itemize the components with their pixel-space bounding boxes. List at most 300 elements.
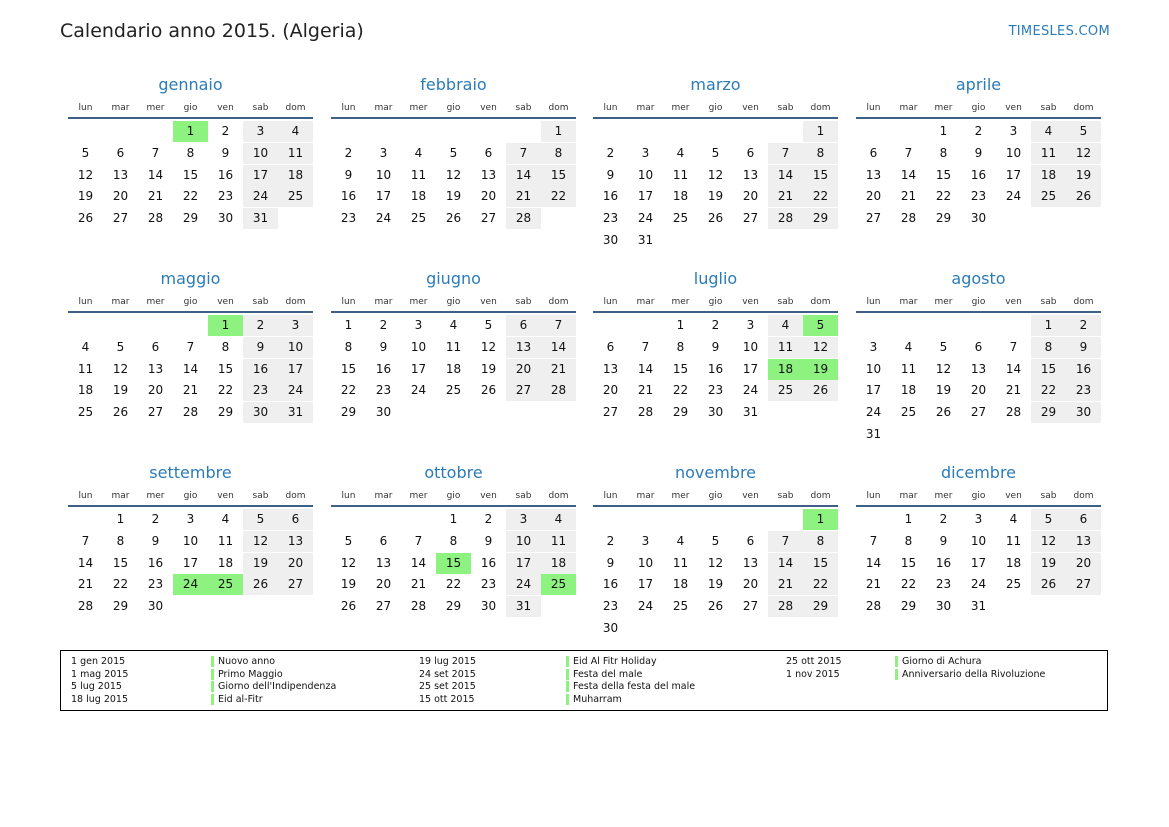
day-cell: 20 xyxy=(1066,553,1101,574)
legend-holiday-name: Eid al-Fitr xyxy=(211,694,263,705)
day-cell: 14 xyxy=(900,167,917,182)
brand-link[interactable]: TIMESLES.COM xyxy=(1008,24,1110,39)
day-cell: 20 xyxy=(278,553,313,574)
day-cell: 7 xyxy=(641,339,650,354)
day-cell: 4 xyxy=(676,145,685,160)
day-cell: 28 xyxy=(147,211,164,226)
day-cell: 20 xyxy=(506,359,541,380)
legend-dates-col-2 xyxy=(419,656,476,707)
month-name: dicembre xyxy=(940,463,1017,482)
day-cell: 16 xyxy=(707,361,724,376)
day-cell: 13 xyxy=(147,361,164,376)
day-cell: 9 xyxy=(243,337,278,358)
day-cell: 6 xyxy=(506,315,541,336)
day-cell: 17 xyxy=(637,189,654,204)
day-cell: 2 xyxy=(606,533,615,548)
day-cell: 4 xyxy=(221,512,230,526)
day-cell: 27 xyxy=(480,211,497,226)
day-cell: 12 xyxy=(707,167,724,182)
weekday-header: lun xyxy=(603,103,618,113)
month-name: ottobre xyxy=(424,463,483,482)
day-cell: 26 xyxy=(803,380,838,401)
day-cell: 26 xyxy=(707,211,724,226)
day-cell: 12 xyxy=(803,337,838,358)
month-divider xyxy=(331,117,576,119)
legend-holiday-name: Giorno dell'Indipendenza xyxy=(211,681,336,692)
day-cell: 7 xyxy=(768,531,803,552)
day-cell: 13 xyxy=(970,361,987,376)
weekday-header: dom xyxy=(810,491,831,501)
day-cell: 27 xyxy=(742,211,759,226)
day-cell: 1 xyxy=(939,124,948,138)
day-cell: 23 xyxy=(340,211,357,226)
day-cell: 21 xyxy=(768,574,803,595)
weekday-header: gio xyxy=(708,491,723,501)
weekday-header: mer xyxy=(409,103,428,113)
weekday-header: dom xyxy=(285,491,306,501)
day-cell: 16 xyxy=(935,555,952,570)
day-cell: 29 xyxy=(217,405,234,420)
day-cell: 17 xyxy=(1005,167,1022,182)
weekday-header: ven xyxy=(480,103,497,113)
day-cell: 31 xyxy=(506,596,541,617)
day-cell: 14 xyxy=(506,165,541,186)
month-name: novembre xyxy=(674,463,757,482)
day-cell: 12 xyxy=(445,167,462,182)
day-cell: 22 xyxy=(445,577,462,592)
day-cell: 3 xyxy=(641,533,650,548)
day-cell: 2 xyxy=(711,318,720,332)
day-cell: 5 xyxy=(484,318,493,332)
day-cell: 19 xyxy=(1066,165,1101,186)
day-cell: 12 xyxy=(935,361,952,376)
day-cell: 2 xyxy=(221,124,230,138)
day-cell: 30 xyxy=(707,405,724,420)
day-cell: 15 xyxy=(935,167,952,182)
weekday-header: lun xyxy=(603,491,618,501)
day-cell: 2 xyxy=(1066,315,1101,336)
weekday-header: sab xyxy=(515,103,532,113)
day-cell: 22 xyxy=(803,574,838,595)
day-cell: 31 xyxy=(243,208,278,229)
holiday-day-cell: 25 xyxy=(208,574,243,595)
day-cell: 7 xyxy=(81,533,90,548)
day-cell: 14 xyxy=(410,555,427,570)
day-cell: 2 xyxy=(974,124,983,138)
day-cell: 30 xyxy=(935,599,952,614)
day-cell: 24 xyxy=(970,577,987,592)
day-cell: 21 xyxy=(147,189,164,204)
day-cell: 6 xyxy=(151,339,160,354)
legend-date: 18 lug 2015 xyxy=(71,694,128,706)
day-cell: 31 xyxy=(865,427,882,441)
day-cell: 7 xyxy=(151,145,160,160)
holiday-day-cell: 24 xyxy=(173,574,208,595)
weekday-header: lun xyxy=(341,103,356,113)
day-cell: 24 xyxy=(278,380,313,401)
day-cell: 23 xyxy=(602,599,619,614)
legend-date: 25 set 2015 xyxy=(419,681,476,693)
legend-date: 19 lug 2015 xyxy=(419,656,476,667)
legend-holiday-name: Eid Al Fitr Holiday xyxy=(566,656,657,667)
weekday-header: mer xyxy=(671,297,690,307)
day-cell: 7 xyxy=(414,533,423,548)
holiday-day-cell: 1 xyxy=(803,509,838,530)
day-cell: 26 xyxy=(77,211,94,226)
day-cell: 2 xyxy=(344,145,353,160)
day-cell: 27 xyxy=(970,405,987,420)
day-cell: 24 xyxy=(375,211,392,226)
weekday-header: sab xyxy=(252,491,269,501)
day-cell: 10 xyxy=(410,339,427,354)
day-cell: 14 xyxy=(768,165,803,186)
day-cell: 14 xyxy=(77,555,94,570)
weekday-header: sab xyxy=(1040,297,1057,307)
weekday-header: gio xyxy=(446,297,461,307)
day-cell: 29 xyxy=(672,405,689,420)
day-cell: 9 xyxy=(1066,337,1101,358)
month-divider xyxy=(856,505,1101,507)
day-cell: 11 xyxy=(410,167,427,182)
day-cell: 5 xyxy=(711,533,720,548)
day-cell: 29 xyxy=(340,405,357,420)
day-cell: 28 xyxy=(900,211,917,226)
day-cell: 23 xyxy=(970,189,987,204)
weekday-header: lun xyxy=(341,491,356,501)
day-cell: 24 xyxy=(865,405,882,420)
day-cell: 1 xyxy=(676,318,685,332)
day-cell: 16 xyxy=(602,189,619,204)
month-divider xyxy=(593,117,838,119)
day-cell: 5 xyxy=(1066,121,1101,142)
weekday-header: dom xyxy=(810,297,831,307)
day-cell: 10 xyxy=(243,143,278,164)
day-cell: 21 xyxy=(768,186,803,207)
day-cell: 11 xyxy=(77,361,94,376)
day-cell: 20 xyxy=(112,189,129,204)
day-cell: 23 xyxy=(375,383,392,398)
day-cell: 1 xyxy=(541,121,576,142)
day-cell: 13 xyxy=(278,531,313,552)
day-cell: 6 xyxy=(606,339,615,354)
day-cell: 29 xyxy=(445,599,462,614)
day-cell: 25 xyxy=(445,383,462,398)
weekday-header: lun xyxy=(866,103,881,113)
month-divider xyxy=(856,117,1101,119)
day-cell: 3 xyxy=(974,512,983,526)
day-cell: 27 xyxy=(147,405,164,420)
weekday-header: dom xyxy=(548,491,569,501)
day-cell: 11 xyxy=(541,531,576,552)
day-cell: 9 xyxy=(344,167,353,182)
day-cell: 18 xyxy=(1005,555,1022,570)
day-cell: 7 xyxy=(869,533,878,548)
holiday-legend xyxy=(60,650,1108,711)
day-cell: 17 xyxy=(243,165,278,186)
day-cell: 15 xyxy=(803,165,838,186)
day-cell: 29 xyxy=(935,211,952,226)
day-cell: 29 xyxy=(1031,402,1066,423)
day-cell: 3 xyxy=(379,145,388,160)
day-cell: 23 xyxy=(602,211,619,226)
day-cell: 29 xyxy=(182,211,199,226)
day-cell: 12 xyxy=(1031,531,1066,552)
day-cell: 17 xyxy=(278,359,313,380)
day-cell: 28 xyxy=(506,208,541,229)
day-cell: 22 xyxy=(217,383,234,398)
weekday-header: dom xyxy=(285,297,306,307)
weekday-header: ven xyxy=(217,297,234,307)
weekday-header: sab xyxy=(777,103,794,113)
day-cell: 9 xyxy=(221,145,230,160)
month-name: maggio xyxy=(160,269,221,288)
day-cell: 14 xyxy=(865,555,882,570)
day-cell: 25 xyxy=(410,211,427,226)
day-cell: 21 xyxy=(541,359,576,380)
weekday-header: gio xyxy=(183,103,198,113)
weekday-header: mar xyxy=(899,297,918,307)
day-cell: 22 xyxy=(182,189,199,204)
day-cell: 8 xyxy=(541,143,576,164)
day-cell: 13 xyxy=(602,361,619,376)
day-cell: 22 xyxy=(803,186,838,207)
weekday-header: gio xyxy=(708,103,723,113)
day-cell: 30 xyxy=(147,599,164,614)
day-cell: 13 xyxy=(506,337,541,358)
day-cell: 11 xyxy=(445,339,462,354)
day-cell: 23 xyxy=(707,383,724,398)
day-cell: 30 xyxy=(1066,402,1101,423)
day-cell: 23 xyxy=(480,577,497,592)
day-cell: 4 xyxy=(541,509,576,530)
day-cell: 16 xyxy=(217,167,234,182)
day-cell: 12 xyxy=(1066,143,1101,164)
day-cell: 18 xyxy=(672,577,689,592)
day-cell: 5 xyxy=(81,145,90,160)
day-cell: 1 xyxy=(116,512,125,526)
day-cell: 20 xyxy=(375,577,392,592)
day-cell: 21 xyxy=(1005,383,1022,398)
day-cell: 13 xyxy=(742,555,759,570)
day-cell: 12 xyxy=(480,339,497,354)
legend-holiday-name: Muharram xyxy=(566,694,622,705)
month-name: settembre xyxy=(149,463,232,482)
day-cell: 10 xyxy=(278,337,313,358)
weekday-header: sab xyxy=(1040,491,1057,501)
day-cell: 22 xyxy=(340,383,357,398)
day-cell: 3 xyxy=(641,145,650,160)
day-cell: 14 xyxy=(541,337,576,358)
day-cell: 17 xyxy=(970,555,987,570)
day-cell: 20 xyxy=(970,383,987,398)
weekday-header: dom xyxy=(285,103,306,113)
day-cell: 31 xyxy=(970,599,987,614)
day-cell: 11 xyxy=(1005,533,1022,548)
month-divider xyxy=(593,505,838,507)
legend-date: 1 gen 2015 xyxy=(71,656,126,667)
weekday-header: mar xyxy=(374,491,393,501)
weekday-header: lun xyxy=(78,491,93,501)
day-cell: 5 xyxy=(449,145,458,160)
day-cell: 27 xyxy=(506,380,541,401)
day-cell: 3 xyxy=(243,121,278,142)
weekday-header: ven xyxy=(1005,297,1022,307)
weekday-header: mar xyxy=(111,103,130,113)
weekday-header: dom xyxy=(548,297,569,307)
day-cell: 27 xyxy=(742,599,759,614)
legend-holiday-name: Festa del male xyxy=(566,669,642,680)
legend-names-col-1 xyxy=(211,656,336,707)
month-name: febbraio xyxy=(420,75,487,94)
weekday-header: sab xyxy=(252,297,269,307)
month-name: agosto xyxy=(951,269,1006,288)
weekday-header: lun xyxy=(341,297,356,307)
day-cell: 18 xyxy=(1031,165,1066,186)
weekday-header: sab xyxy=(515,297,532,307)
day-cell: 7 xyxy=(186,339,195,354)
day-cell: 9 xyxy=(379,339,388,354)
day-cell: 8 xyxy=(676,339,685,354)
day-cell: 4 xyxy=(904,339,913,354)
weekday-header: mar xyxy=(111,297,130,307)
day-cell: 7 xyxy=(1009,339,1018,354)
weekday-header: lun xyxy=(866,297,881,307)
day-cell: 6 xyxy=(278,509,313,530)
day-cell: 3 xyxy=(1009,124,1018,138)
weekday-header: gio xyxy=(446,491,461,501)
day-cell: 7 xyxy=(768,143,803,164)
day-cell: 25 xyxy=(768,380,803,401)
day-cell: 19 xyxy=(445,189,462,204)
day-cell: 15 xyxy=(1031,359,1066,380)
weekday-header: mer xyxy=(671,103,690,113)
day-cell: 10 xyxy=(182,533,199,548)
day-cell: 16 xyxy=(1066,359,1101,380)
day-cell: 9 xyxy=(606,555,615,570)
day-cell: 10 xyxy=(742,339,759,354)
legend-holiday-name: Festa della festa del male xyxy=(566,681,695,692)
holiday-day-cell: 25 xyxy=(541,574,576,595)
day-cell: 1 xyxy=(803,121,838,142)
day-cell: 16 xyxy=(480,555,497,570)
day-cell: 4 xyxy=(81,339,90,354)
day-cell: 27 xyxy=(1066,574,1101,595)
day-cell: 26 xyxy=(243,574,278,595)
day-cell: 18 xyxy=(900,383,917,398)
day-cell: 15 xyxy=(541,165,576,186)
day-cell: 19 xyxy=(707,189,724,204)
day-cell: 5 xyxy=(711,145,720,160)
day-cell: 24 xyxy=(1005,189,1022,204)
day-cell: 23 xyxy=(243,380,278,401)
day-cell: 3 xyxy=(869,339,878,354)
weekday-header: mer xyxy=(934,297,953,307)
day-cell: 22 xyxy=(541,186,576,207)
weekday-header: lun xyxy=(866,491,881,501)
day-cell: 8 xyxy=(116,533,125,548)
weekday-header: mer xyxy=(934,103,953,113)
day-cell: 21 xyxy=(182,383,199,398)
month-name: marzo xyxy=(690,75,741,94)
weekday-header: mer xyxy=(146,103,165,113)
day-cell: 20 xyxy=(742,189,759,204)
day-cell: 30 xyxy=(243,402,278,423)
day-cell: 30 xyxy=(217,211,234,226)
day-cell: 26 xyxy=(112,405,129,420)
day-cell: 8 xyxy=(803,143,838,164)
day-cell: 31 xyxy=(742,405,759,420)
day-cell: 2 xyxy=(243,315,278,336)
day-cell: 24 xyxy=(243,186,278,207)
holiday-day-cell: 1 xyxy=(173,121,208,142)
day-cell: 26 xyxy=(480,383,497,398)
day-cell: 19 xyxy=(340,577,357,592)
day-cell: 29 xyxy=(900,599,917,614)
legend-date: 15 ott 2015 xyxy=(419,694,475,706)
legend-dates-col-3 xyxy=(786,656,842,681)
day-cell: 10 xyxy=(506,531,541,552)
day-cell: 16 xyxy=(147,555,164,570)
day-cell: 16 xyxy=(340,189,357,204)
day-cell: 26 xyxy=(340,599,357,614)
day-cell: 25 xyxy=(1031,186,1066,207)
day-cell: 30 xyxy=(602,621,619,635)
month-divider xyxy=(331,505,576,507)
day-cell: 14 xyxy=(147,167,164,182)
day-cell: 15 xyxy=(217,361,234,376)
day-cell: 4 xyxy=(278,121,313,142)
day-cell: 26 xyxy=(935,405,952,420)
day-cell: 28 xyxy=(541,380,576,401)
day-cell: 3 xyxy=(414,318,423,332)
month-name: luglio xyxy=(693,269,738,288)
day-cell: 20 xyxy=(480,189,497,204)
day-cell: 15 xyxy=(112,555,129,570)
day-cell: 4 xyxy=(676,533,685,548)
weekday-header: gio xyxy=(708,297,723,307)
day-cell: 22 xyxy=(900,577,917,592)
day-cell: 12 xyxy=(340,555,357,570)
day-cell: 9 xyxy=(606,167,615,182)
day-cell: 28 xyxy=(768,208,803,229)
day-cell: 11 xyxy=(672,555,689,570)
weekday-header: mer xyxy=(146,297,165,307)
day-cell: 11 xyxy=(217,533,234,548)
day-cell: 24 xyxy=(506,574,541,595)
day-cell: 19 xyxy=(112,383,129,398)
day-cell: 1 xyxy=(1031,315,1066,336)
weekday-header: ven xyxy=(217,491,234,501)
day-cell: 9 xyxy=(711,339,720,354)
weekday-header: ven xyxy=(742,103,759,113)
day-cell: 16 xyxy=(375,361,392,376)
day-cell: 16 xyxy=(243,359,278,380)
day-cell: 23 xyxy=(217,189,234,204)
day-cell: 7 xyxy=(541,315,576,336)
weekday-header: dom xyxy=(1073,103,1094,113)
day-cell: 23 xyxy=(935,577,952,592)
day-cell: 18 xyxy=(77,383,94,398)
day-cell: 17 xyxy=(637,577,654,592)
day-cell: 25 xyxy=(278,186,313,207)
day-cell: 4 xyxy=(768,315,803,336)
day-cell: 18 xyxy=(217,555,234,570)
day-cell: 4 xyxy=(414,145,423,160)
weekday-header: dom xyxy=(548,103,569,113)
day-cell: 6 xyxy=(1066,509,1101,530)
day-cell: 5 xyxy=(116,339,125,354)
day-cell: 24 xyxy=(410,383,427,398)
